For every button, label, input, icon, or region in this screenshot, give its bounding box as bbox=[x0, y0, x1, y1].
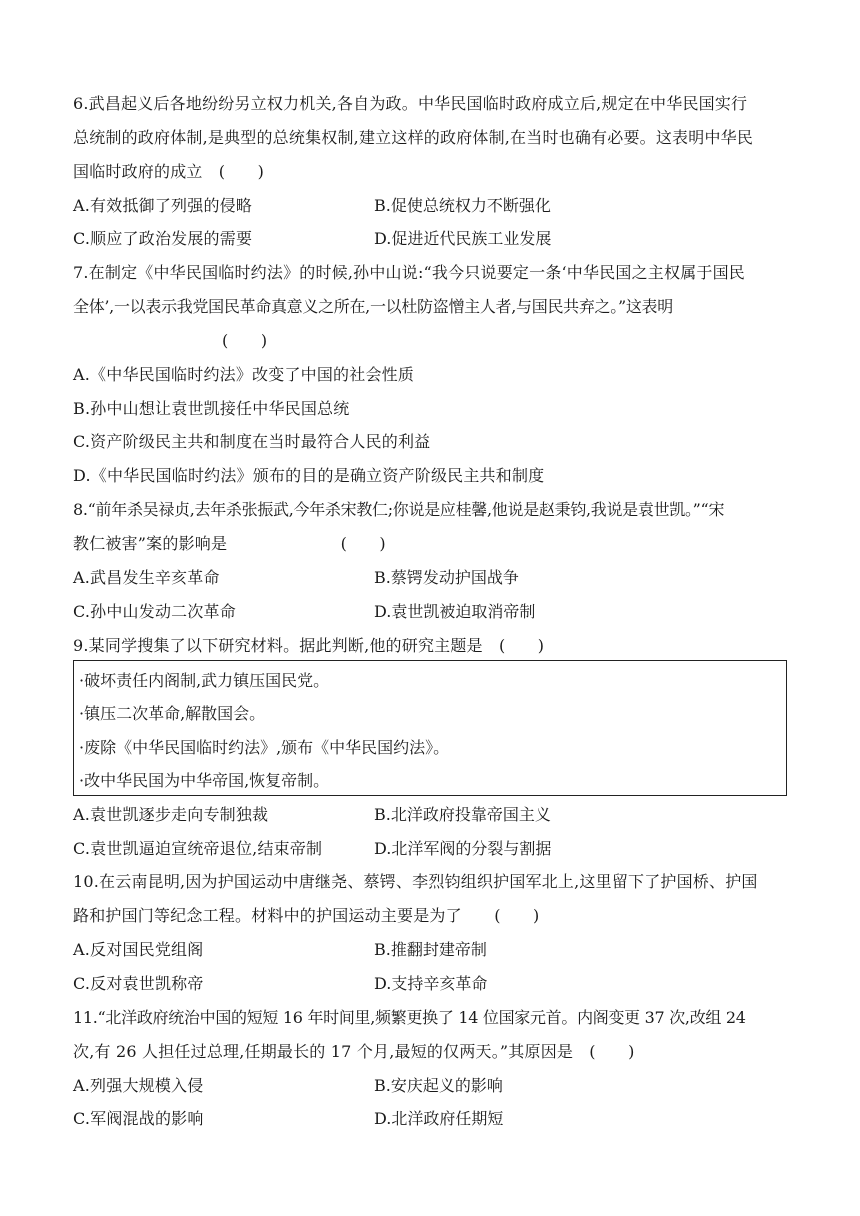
q8-option-a: A.武昌发生辛亥革命 bbox=[73, 568, 220, 587]
q7-stem-line-2: 全体’,一以表示我党国民革命真意义之所在,一以杜防盗憎主人者,与国民共弃之。”这表明 bbox=[73, 297, 673, 316]
q9-option-c: C.袁世凯逼迫宣统帝退位,结束帝制 bbox=[73, 839, 323, 858]
q11-stem-line-1: 11.“北洋政府统治中国的短短 16 年时间里,频繁更换了 14 位国家元首。内阁变更 37 次,改组 24 bbox=[73, 1008, 746, 1027]
q6-stem-line-2: 总统制的政府体制,是典型的总统集权制,建立这样的政府体制,在当时也确有必要。这表明中华民 bbox=[73, 128, 754, 147]
q9-material-4: ·改中华民国为中华帝国,恢复帝制。 bbox=[79, 771, 330, 790]
q8-option-b: B.蔡锷发动护国战争 bbox=[374, 568, 519, 587]
q7-stem-line-1: 7.在制定《中华民国临时约法》的时候,孙中山说:“我今只说要定一条‘中华民国之主权属于国民 bbox=[73, 263, 746, 282]
q8-stem-line-1: 8.“前年杀吴禄贞,去年杀张振武,今年杀宋教仁;你说是应桂馨,他说是赵秉钧,我说是袁世凯。”“宋 bbox=[73, 500, 725, 519]
q10-option-d: D.支持辛亥革命 bbox=[374, 974, 488, 993]
q7-option-a: A.《中华民国临时约法》改变了中国的社会性质 bbox=[73, 365, 415, 384]
q11-option-b: B.安庆起义的影响 bbox=[374, 1076, 503, 1095]
q10-stem-line-2: 路和护国门等纪念工程。材料中的护国运动主要是为了 ( ) bbox=[73, 906, 540, 925]
q10-stem-line-1: 10.在云南昆明,因为护国运动中唐继尧、蔡锷、李烈钧组织护国军北上,这里留下了护国桥、护国 bbox=[73, 872, 758, 891]
q11-option-d: D.北洋政府任期短 bbox=[374, 1109, 504, 1128]
q7-option-d: D.《中华民国临时约法》颁布的目的是确立资产阶级民主共和制度 bbox=[73, 466, 545, 485]
q6-option-c: C.顺应了政治发展的需要 bbox=[73, 229, 253, 248]
q11-option-c: C.军阀混战的影响 bbox=[73, 1109, 204, 1128]
q6-option-b: B.促使总统权力不断强化 bbox=[374, 196, 551, 215]
q9-material-2: ·镇压二次革命,解散国会。 bbox=[79, 704, 266, 723]
q6-option-a: A.有效抵御了列强的侵略 bbox=[73, 196, 253, 215]
q7-option-b: B.孙中山想让袁世凯接任中华民国总统 bbox=[73, 399, 350, 418]
q7-stem-line-3: ( ) bbox=[222, 331, 268, 350]
q10-option-b: B.推翻封建帝制 bbox=[374, 940, 487, 959]
q11-stem-line-2: 次,有 26 人担任过总理,任期最长的 17 个月,最短的仅两天。”其原因是 ( ) bbox=[73, 1042, 635, 1061]
q11-option-a: A.列强大规模入侵 bbox=[73, 1076, 204, 1095]
q6-stem-line-1: 6.武昌起义后各地纷纷另立权力机关,各自为政。中华民国临时政府成立后,规定在中华民国实行 bbox=[73, 94, 748, 113]
q9-option-d: D.北洋军阀的分裂与割据 bbox=[374, 839, 552, 858]
q9-material-3: ·废除《中华民国临时约法》,颁布《中华民国约法》。 bbox=[79, 738, 450, 757]
q6-option-d: D.促进近代民族工业发展 bbox=[374, 229, 552, 248]
q7-option-c: C.资产阶级民主共和制度在当时最符合人民的利益 bbox=[73, 432, 431, 451]
q10-option-c: C.反对袁世凯称帝 bbox=[73, 974, 204, 993]
q8-option-d: D.袁世凯被迫取消帝制 bbox=[374, 602, 536, 621]
q9-stem-line-1: 9.某同学搜集了以下研究材料。据此判断,他的研究主题是 ( ) bbox=[73, 636, 545, 655]
q8-stem-line-2: 教仁被害”案的影响是 ( ) bbox=[73, 534, 386, 553]
q10-option-a: A.反对国民党组阁 bbox=[73, 940, 204, 959]
q9-materials-box bbox=[73, 660, 787, 796]
q9-material-1: ·破坏责任内阁制,武力镇压国民党。 bbox=[79, 671, 330, 690]
q9-option-a: A.袁世凯逐步走向专制独裁 bbox=[73, 805, 269, 824]
q8-option-c: C.孙中山发动二次革命 bbox=[73, 602, 236, 621]
q9-option-b: B.北洋政府投靠帝国主义 bbox=[374, 805, 551, 824]
q6-stem-line-3: 国临时政府的成立 ( ) bbox=[73, 162, 265, 181]
